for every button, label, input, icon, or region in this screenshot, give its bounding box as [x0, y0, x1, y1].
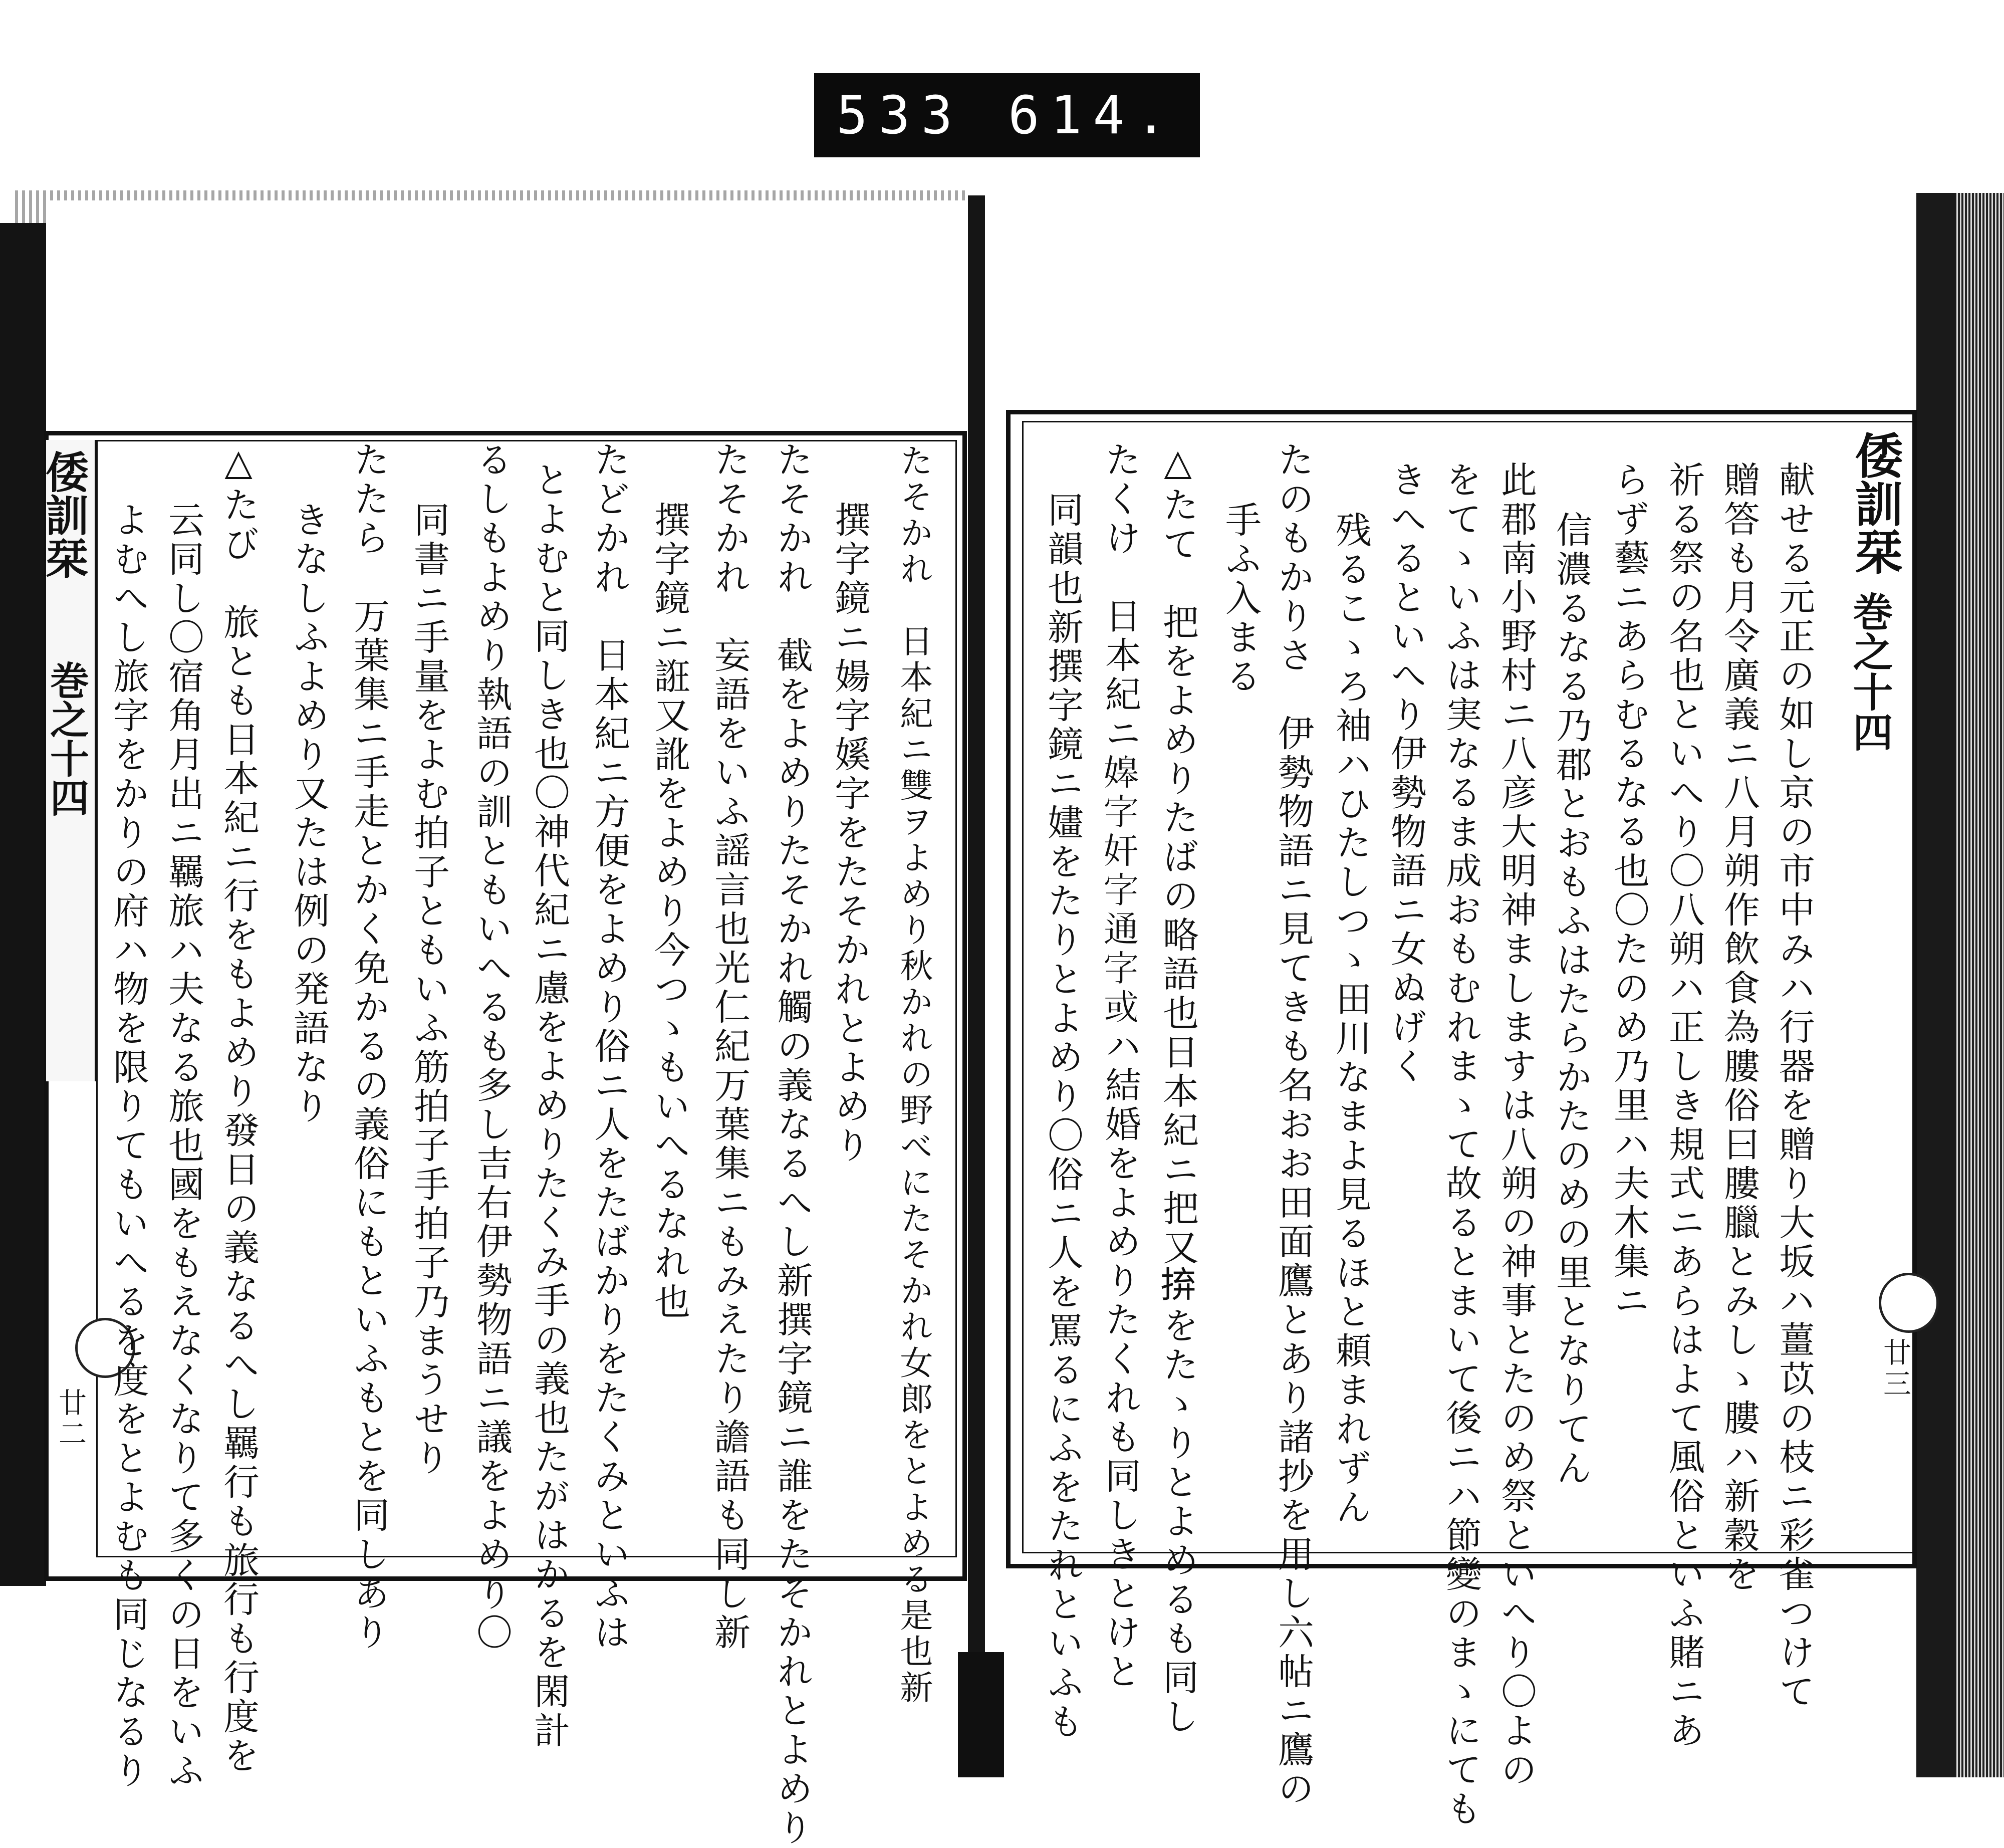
right-text-column: きへるといへり伊勢物語ニ女ぬげく — [1385, 461, 1427, 1086]
left-margin-column — [38, 440, 96, 1081]
left-text-column: 撰字鏡ニ婸字㜎字をたそかれとよめり — [829, 501, 871, 1166]
right-margin-volume: 巻之十四 — [1846, 591, 1893, 752]
right-text-column: たくけ 日本紀ニ𡟷字奸字通字或ハ結婚をよめりたくれも同しきとけと — [1099, 441, 1141, 1692]
left-text-column: たそかれ 截をよめりたそかれ觸の義なるへし新撰字鏡ニ誰をたそかれとよめり — [771, 441, 813, 1848]
right-text-column: 献せる元正の如し京の市中みハ行器を贈り大坂ハ薑苡の枝ニ彩雀つけて — [1773, 461, 1815, 1712]
left-text-column: よむへし旅字をかりの府ハ物を限りてもいへるを度をとよむも同じなるり — [107, 501, 149, 1791]
left-margin-volume: 巻之十四 — [44, 660, 89, 817]
right-text-column: たのもかりさ 伊勢物語ニ見てきも名おお田面鷹とあり諸抄を用し六帖ニ鷹の — [1272, 441, 1314, 1809]
right-text-column: 祈る祭の名也といへり〇八朔ハ正しき規式ニあらはよて風俗といふ賭ニあ — [1663, 461, 1705, 1751]
left-text-column: きなしふよめり又たは例の発語なり — [288, 501, 330, 1126]
right-text-column: 此郡南小野村ニ八彦大明神ましますは八朔の神事とたのめ祭といへり〇よの — [1495, 461, 1537, 1790]
left-text-column: とよむと同しき也〇神代紀ニ慮をよめりたくみ手の義也たがはかるを閑計 — [528, 461, 570, 1751]
left-text-column: 同書ニ手量をよむ拍子ともいふ筋拍子手拍子乃まうせり — [408, 501, 450, 1478]
left-margin-title: 倭訓栞 — [38, 450, 89, 579]
left-text-column: たたら 万葉集ニ手走とかく免かるの義俗にもといふもとを同しあり — [348, 441, 390, 1653]
page-stack-right-edge — [1956, 193, 2004, 1777]
left-text-column: たどかれ 日本紀ニ方便をよめり俗ニ人をたばかりをたくみといふは — [588, 441, 630, 1653]
right-text-column: 残るこゝろ袖ハひたしつゝ田川なまよ見るほと頼まれずん — [1330, 511, 1372, 1527]
catalog-number-label — [814, 73, 1200, 157]
book-spine-bottom — [958, 1652, 1004, 1777]
right-text-column: らず藝ニあらむるなる也〇たのめ乃里ハ夫木集ニ — [1608, 461, 1650, 1321]
right-margin-column — [1829, 421, 1916, 872]
left-text-column: △たび 旅とも日本紀ニ行をもよめり發日の義なるへし羈行も旅行も行度を — [217, 441, 260, 1776]
right-text-column: をてゝいふは実なるま成おもむれまゝて故るとまいて後ニハ節變のまゝにても — [1440, 461, 1482, 1829]
left-folio-area — [46, 1353, 96, 1450]
left-text-column: たそかれ 妄語をいふ謡言也光仁紀万葉集ニもみえたり譫語も同し新 — [708, 441, 750, 1653]
book-left-edge — [0, 223, 46, 1586]
right-fishtail-mark — [1879, 1273, 1939, 1333]
right-text-column: 同韻也新撰字鏡ニ嫿をたりとよめり〇俗ニ人を罵るにふをたれといふも — [1042, 491, 1084, 1742]
right-folio-area — [1874, 1313, 1916, 1403]
right-text-column: 贈答も月令廣義ニ八月朔作飲食為膢俗曰膢臘とみしゝ膢ハ新穀を — [1718, 461, 1760, 1594]
right-text-column: 手ふ入まる — [1219, 501, 1262, 697]
left-text-column: たそかれ 日本紀ニ雙ヲよめり秋かれの野べにたそかれ女郎をとよめる是也新 — [894, 443, 933, 1706]
catalog-number-right: 614. — [1008, 85, 1178, 146]
left-folio: 廿二 — [54, 1388, 87, 1450]
left-text-column: 云同し〇宿角月出ニ羈旅ハ夫なる旅也國をもえなくなりて多くの日をいふ — [162, 501, 204, 1791]
right-text-column: △たて 把をよめりたばの略語也日本紀ニ把又𢬵をたゝりとよめるも同し — [1157, 441, 1199, 1737]
catalog-number-left: 533 — [836, 85, 964, 146]
right-text-column: 信濃るなる乃郡とおもふはたらかたのめの里となりてん — [1550, 511, 1592, 1488]
left-text-column: 撰字鏡ニ誑又訛をよめり今つゝもいへるなれ也 — [648, 501, 690, 1322]
left-text-column: るしもよめり執語の訓ともいへるも多し吉右伊勢物語ニ議をよめり〇 — [470, 441, 513, 1653]
book-spine — [968, 195, 985, 1777]
right-folio: 廿三 — [1879, 1338, 1911, 1400]
right-margin-title: 倭訓栞 — [1847, 431, 1904, 575]
